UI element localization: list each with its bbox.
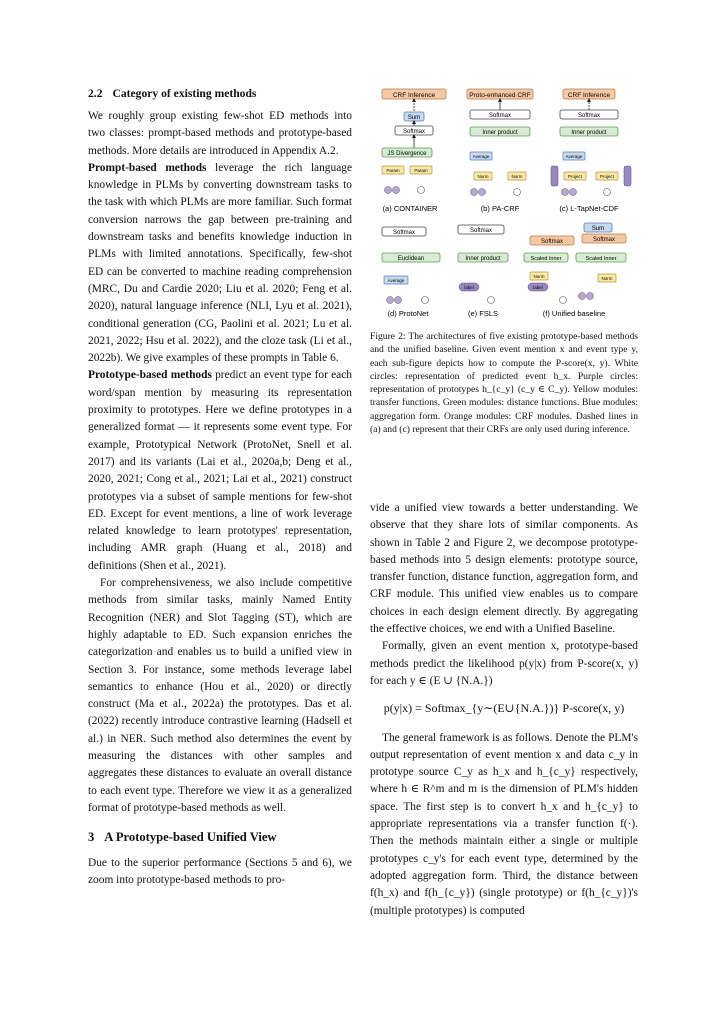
average-label-c: Average <box>565 154 583 159</box>
section-2-2-heading: 2.2 Category of existing methods <box>88 87 257 100</box>
subfigure-c-label: (c) L-TapNet-CDF <box>559 204 619 213</box>
section-3-paragraph-3: The general framework is as follows. Denote the PLM's output representation of event mention x and data c_y in prototype source C_y as h_x and h_{c_y} respectively, where h ∈ R^m and m is the dimension of PLM's hidden space. The first step is to convert h_x and h_{c_y} to appropriate representations via a transfer function f(·). Then the methods maintain either a single or multiple prototypes c_y's for each event type, determined by the adopted aggregation form. Third, the distance between f(h_x) and f(h_{c_y}) (single prototype) or f(h_{c_y})'s (multiple prototypes) is computed <box>370 731 638 917</box>
softmax-label-e: Softmax <box>469 228 493 234</box>
figure-2-architectures <box>370 86 638 321</box>
softmax-equation: p(y|x) = Softmax_{y∼(E∪{N.A.})} P-score(x, y) <box>383 701 625 716</box>
section-3-heading: 3 A Prototype-based Unified View <box>88 830 277 845</box>
scaled-inner-label-f2: Scaled Inner <box>585 256 617 262</box>
crf-inference-label-a: CRF Inference <box>392 92 436 99</box>
norm-label-b1: Norm <box>477 174 489 179</box>
euclidean-label-d: Euclidean <box>397 256 425 262</box>
section-3-paragraph-2: Formally, given an event mention x, prototype-based methods predict the likelihood p(y|x) from P-score(x, y) for each y ∈ (E ∪ {N.A.}) <box>370 640 638 687</box>
prompt-based-paragraph: Prompt-based methods leverage the rich language knowledge in PLMs by converting downstream tasks to the task with which PLMs are more familiar. Such format conversion narrows the gap between pre-training and downstream tasks and benefits knowledge induction in PLMs with limited annotations. Specifically, few-shot ED can be converted to machine reading comprehension (MRC, Du and Cardie 2020; Liu et al. 2020; Feng et al. 2020), natural language inference (NLI, Lyu et al. 2021), conditional generation (CG, Paolini et al. 2021; Lu et al. 2021, 2022; Hsu et al. 2022), and the cloze task (Li et al., 2022b). We give examples of these prompts in Table 6. <box>88 161 353 365</box>
prototype-based-paragraph: Prototype-based methods predict an event type for each word/span mention by measuring its representation proximity to prototypes. Here we define prototypes in a generalized format — it represents some event type. For example, Prototypical Network (ProtoNet, Snell et al. 2017) and its variants (Lai et al., 2020a,b; Deng et al., 2020, 2021; Cong et al., 2021; Lai et al., 2021) construct prototypes via a subset of sample mentions for few-shot ED. Except for event mentions, a line of work leverage related knowledge to learn prototypes' representation, including AMR graph (Huang et al., 2018) and definitions (Shen et al., 2021). <box>88 369 352 572</box>
left-column <box>88 86 352 890</box>
subfigure-f-unified-baseline <box>524 223 626 318</box>
section-3-paragraph-1-start: Due to the superior performance (Sections 5 and 6), we zoom into prototype-based methods to pro- <box>88 857 352 887</box>
js-divergence-label-a: JS Divergence <box>387 151 427 157</box>
inner-product-label-e: Inner product <box>465 256 501 262</box>
subfigure-a-container <box>382 89 446 213</box>
label-node-e: label <box>464 285 474 290</box>
softmax-label-b: Softmax <box>488 113 512 119</box>
right-column-text <box>370 500 638 920</box>
crf-inference-label-c: CRF Inference <box>567 92 611 99</box>
subfigure-d-protonet <box>382 227 440 318</box>
sum-label-f: Sum <box>591 226 605 232</box>
subfigure-f-label: (f) Unified baseline <box>542 309 606 318</box>
section-2-2-intro: We roughly group existing few-shot ED methods into two classes: prompt-based methods and prototype-based methods. More details are introduced in Appendix A.2. <box>88 110 352 157</box>
subfigure-a-label: (a) CONTAINER <box>382 204 438 213</box>
norm-label-f1: Norm <box>533 274 545 279</box>
average-label-d: Average <box>387 278 405 283</box>
section-3-paragraph-1-end: vide a unified view towards a better understanding. We observe that they share lots of similar components. As shown in Table 2 and Figure 2, we decompose prototype-based methods into 5 design elements: prototype source, transfer function, distance function, aggregation form, and CRF module. This unified view enables us to compare choices in each design element directly. By aggregating the effective choices, we end with a Unified Baseline. <box>370 502 638 636</box>
subfigure-b-pa-crf <box>467 89 533 213</box>
softmax-label-c: Softmax <box>577 113 601 119</box>
param-label-a2: Param <box>414 168 428 173</box>
subfigure-c-l-tapnet-cdf <box>551 89 631 213</box>
subfigure-b-label: (b) PA-CRF <box>480 204 520 213</box>
norm-label-b2: Norm <box>511 174 523 179</box>
project-label-c1: Project <box>567 174 583 179</box>
param-label-a1: Param <box>386 168 400 173</box>
project-label-c2: Project <box>599 174 615 179</box>
average-label-b: Average <box>472 154 490 159</box>
subfigure-e-fsls <box>458 225 508 318</box>
inner-product-label-c: Inner product <box>571 130 607 136</box>
softmax-label-f2: Softmax <box>592 237 616 243</box>
softmax-label-d: Softmax <box>392 230 416 236</box>
softmax-label-a: Softmax <box>402 129 426 135</box>
sum-label-a: Sum <box>407 115 421 121</box>
softmax-label-f1: Softmax <box>540 239 564 245</box>
subfigure-e-label: (e) FSLS <box>467 309 499 318</box>
scaled-inner-label-f1: Scaled Inner <box>530 256 562 262</box>
norm-label-f2: Norm <box>601 276 613 281</box>
inner-product-label-b: Inner product <box>482 130 518 136</box>
label-node-f: label <box>533 285 543 290</box>
comprehensiveness-paragraph: For comprehensiveness, we also include competitive methods from similar tasks, mainly Named Entity Recognition (NER) and Slot Tagging (ST), which are highly adaptable to ED. Such expansion enriches the categorization and enables us to build a unified view in Section 3. For instance, some methods leverage label semantics to enhance (Hou et al., 2020) or directly construct (Ma et al., 2022a) the prototypes. Das et al. (2022) recently introduce contrastive learning (Hadsell et al.) in NER. Such method also determines the event by measuring the distances with other samples and aggregates these distances to evaluate an overall distance to each event type. Therefore we view it as a generalized format of prototype-based methods as well. <box>88 577 352 814</box>
subfigure-d-label: (d) ProtoNet <box>387 309 429 318</box>
figure-2-caption: Figure 2: The architectures of five existing prototype-based methods and the unified baseline. Given event mention x and event type y, each sub-figure depicts how to compute the P-score(x, y). White circles: representation of predicted event h_x. Purple circles: representation of prototypes h_{c_y} (c_y ∈ C_y). Yellow modules: transfer functions. Green modules: distance functions. Blue modules: aggregation form. Orange modules: CRF modules. Dashed lines in (a) and (c) represent that their CRFs are only used during inference. <box>370 331 638 436</box>
proto-crf-label: Proto-enhanced CRF <box>469 92 531 99</box>
